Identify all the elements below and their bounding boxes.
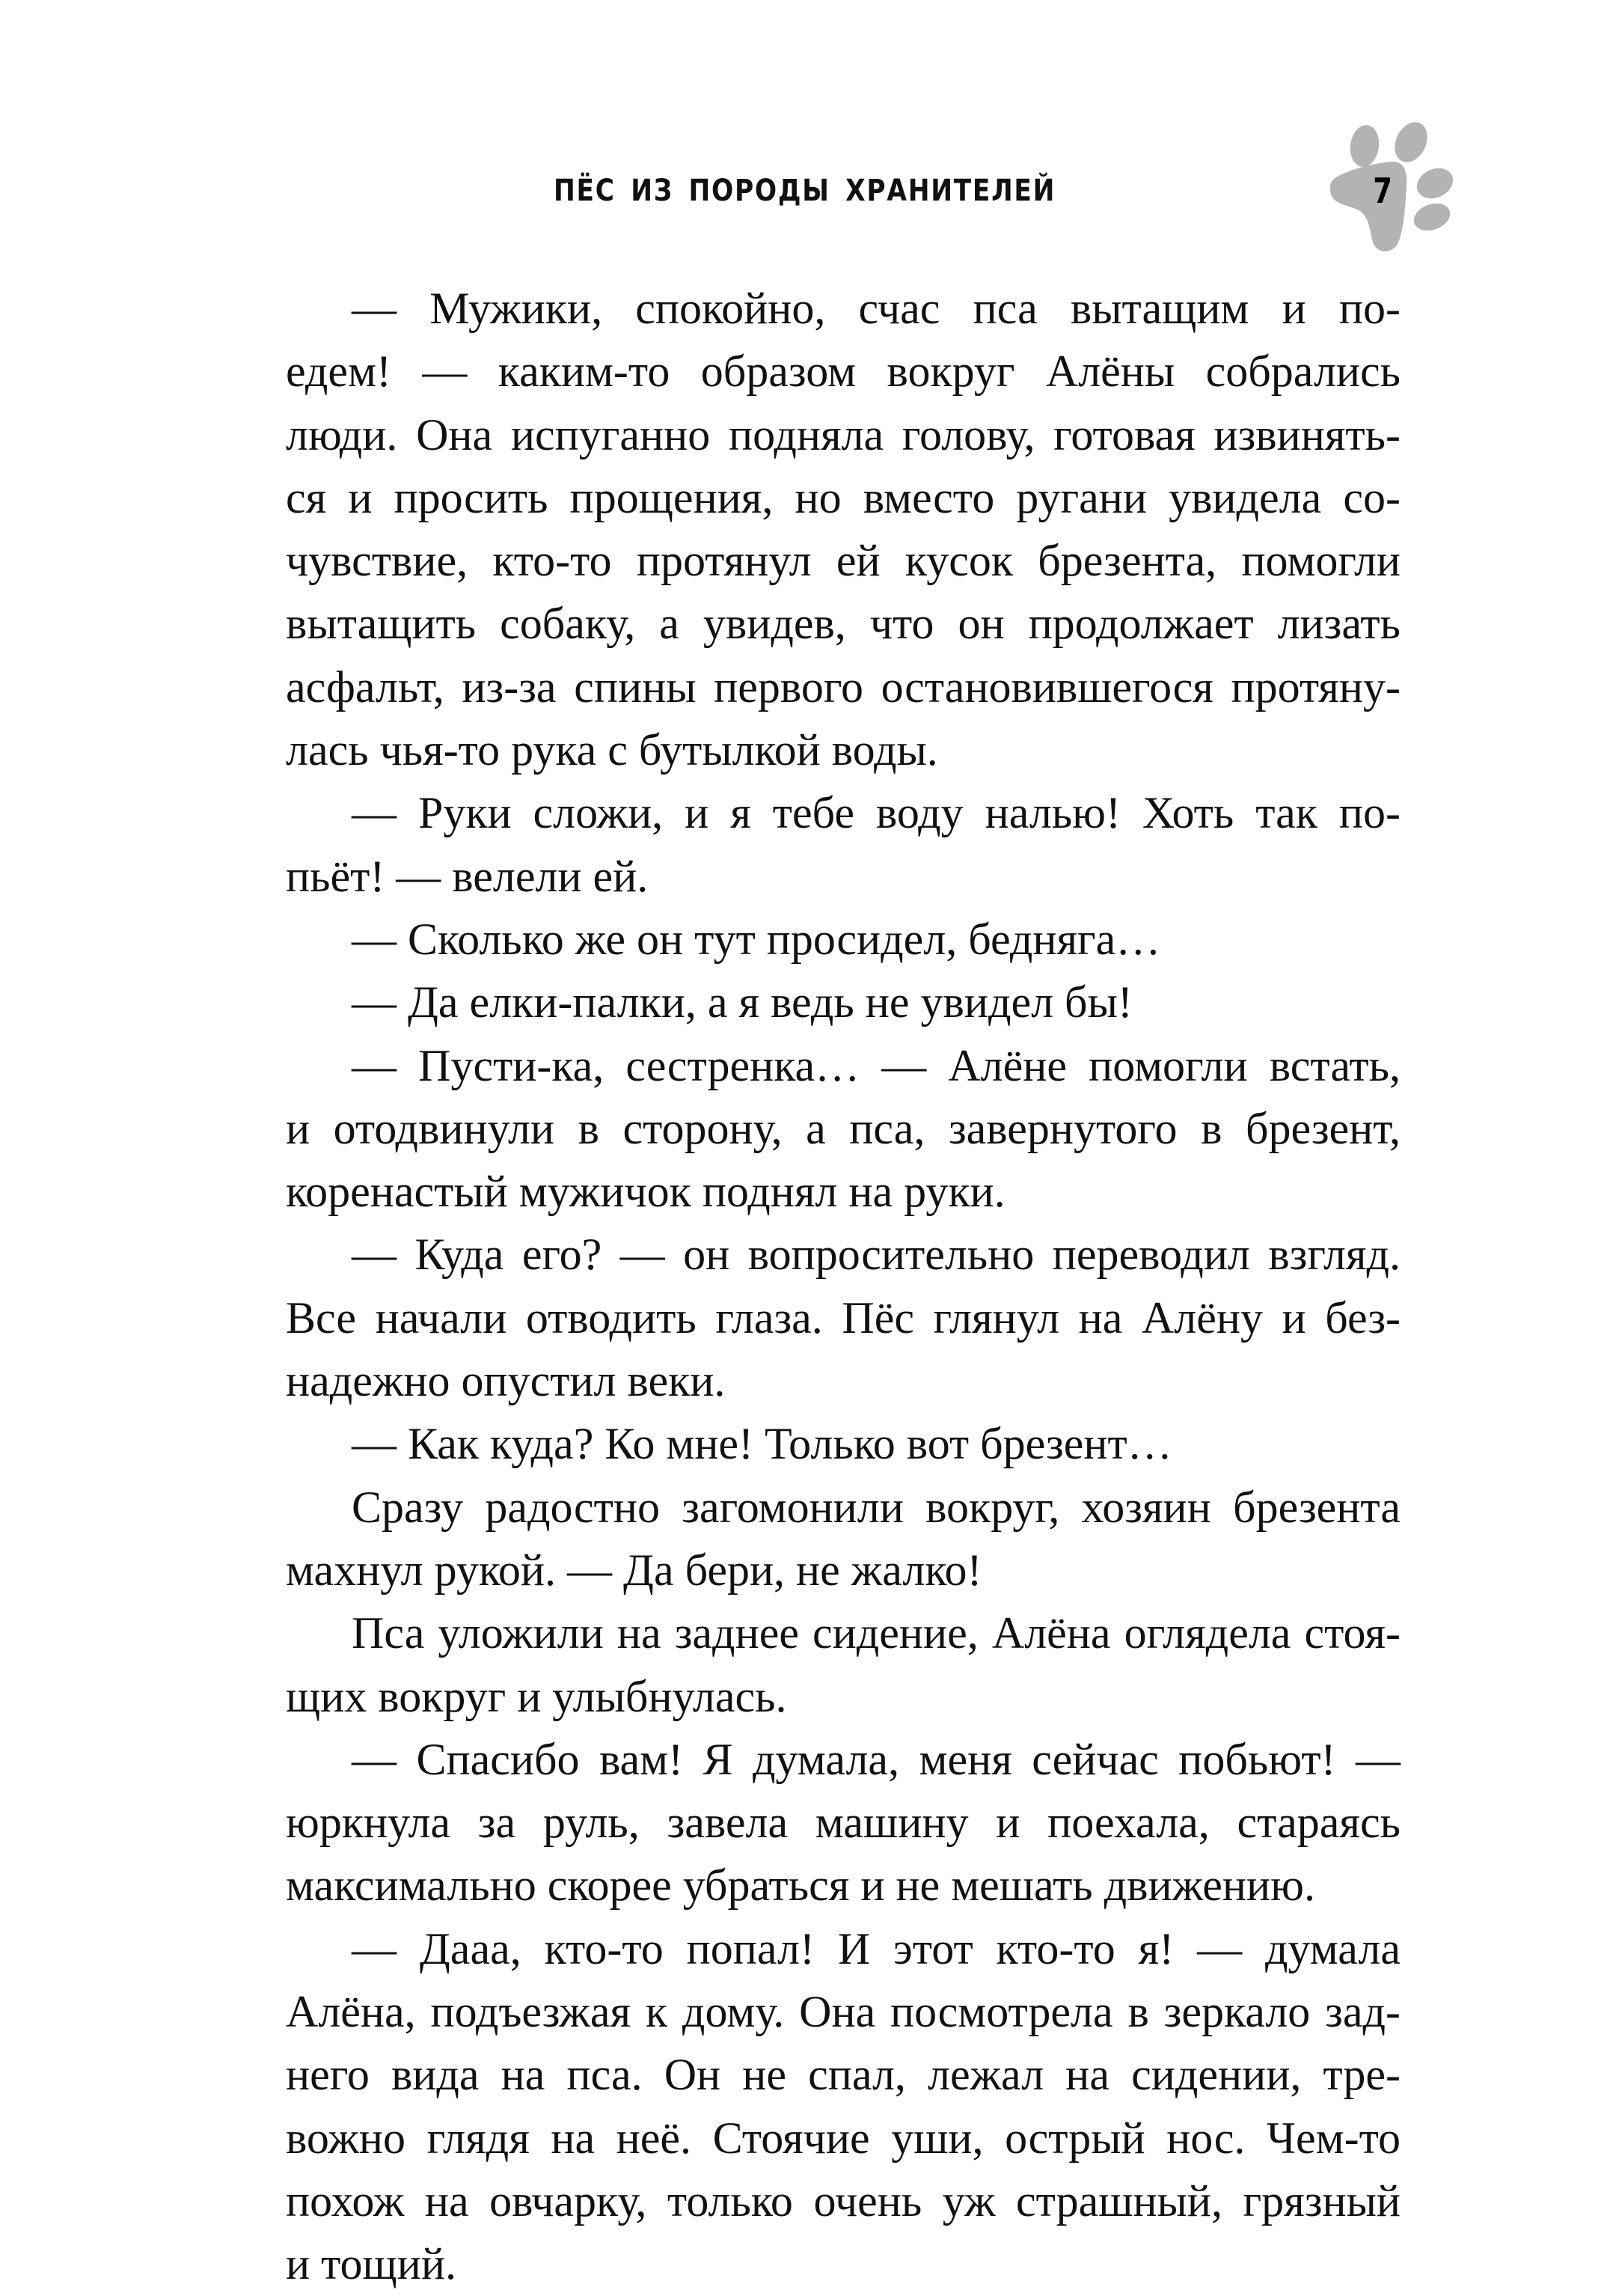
text-line: — Как куда? Ко мне! Только вот брезент… bbox=[352, 1419, 1172, 1469]
text-line: люди. Она испуганно подняла голову, готовая извинять- bbox=[286, 409, 1401, 459]
text-line: чувствие, кто-то протянул ей кусок брезента, помогли bbox=[286, 536, 1401, 586]
text-line: юркнула за руль, завела машину и поехала, стараясь bbox=[286, 1798, 1401, 1848]
text-line: — Дааа, кто-то попал! И этот кто-то я! — думала bbox=[352, 1923, 1401, 1973]
text-line: похож на овчарку, только очень уж страшный, грязный bbox=[286, 2176, 1401, 2226]
text-line: пьёт! — велели ей. bbox=[286, 851, 649, 901]
text-line: и тощий. bbox=[286, 2239, 456, 2289]
text-line: — Куда его? — он вопросительно переводил взгляд. bbox=[352, 1230, 1401, 1280]
body-text bbox=[286, 277, 1401, 2296]
text-line: махнул рукой. — Да бери, не жалко! bbox=[286, 1545, 982, 1595]
text-line: асфальт, из-за спины первого остановившегося протяну- bbox=[286, 662, 1401, 712]
text-line: Все начали отводить глаза. Пёс глянул на Алёну и без- bbox=[286, 1292, 1401, 1343]
running-header-title: ПЁС ИЗ ПОРОДЫ ХРАНИТЕЛЕЙ bbox=[554, 174, 1056, 208]
text-line: едем! — каким-то образом вокруг Алёны собрались bbox=[286, 346, 1401, 397]
text-line: — Руки сложи, и я тебе воду налью! Хоть так по- bbox=[352, 788, 1401, 838]
text-line: Алёна, подъезжая к дому. Она посмотрела в зеркало зад- bbox=[286, 1987, 1401, 2037]
text-line: — Спасибо вам! Я думала, меня сейчас побьют! — bbox=[352, 1734, 1401, 1784]
page-number: 7 bbox=[1373, 171, 1392, 211]
text-line: Пса уложили на заднее сидение, Алёна оглядела стоя- bbox=[352, 1608, 1401, 1658]
text-line: коренастый мужичок поднял на руки. bbox=[286, 1167, 1006, 1217]
text-line: ся и просить прощения, но вместо ругани увидела со- bbox=[286, 472, 1401, 522]
text-line: и отодвинули в сторону, а пса, завернутого в брезент, bbox=[286, 1103, 1401, 1153]
text-line: лась чья-то рука с бутылкой воды. bbox=[286, 725, 938, 775]
text-line: максимально скорее убраться и не мешать движению. bbox=[286, 1860, 1315, 1911]
text-line: — Сколько же он тут просидел, бедняга… bbox=[352, 914, 1161, 964]
text-line: — Да елки-палки, а я ведь не увидел бы! bbox=[352, 977, 1133, 1028]
text-line: вытащить собаку, а увидев, что он продолжает лизать bbox=[286, 599, 1401, 649]
text-line: — Мужики, спокойно, счас пса вытащим и по- bbox=[352, 284, 1401, 333]
text-line: надежно опустил веки. bbox=[286, 1356, 726, 1406]
text-line: — Пусти-ка, сестренка… — Алёне помогли встать, bbox=[352, 1040, 1401, 1090]
text-line: Сразу радостно загомонили вокруг, хозяин брезента bbox=[352, 1482, 1401, 1532]
text-line: него вида на пса. Он не спал, лежал на сидении, тре- bbox=[286, 2050, 1401, 2100]
paw-print-icon bbox=[1329, 112, 1493, 254]
text-line: вожно глядя на неё. Стоячие уши, острый нос. Чем-то bbox=[286, 2113, 1401, 2163]
text-line: щих вокруг и улыбнулась. bbox=[286, 1671, 787, 1721]
